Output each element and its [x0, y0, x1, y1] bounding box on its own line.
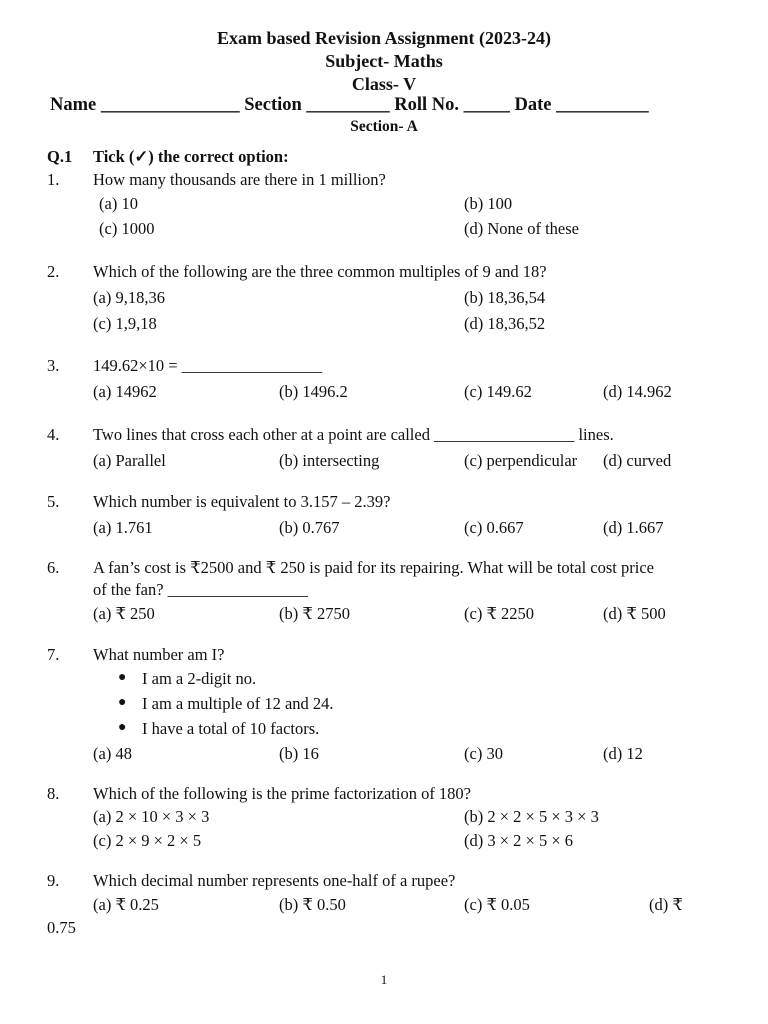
question-text: 149.62×10 = _________________ [93, 356, 322, 375]
option-d-overflow: 0.75 [47, 918, 76, 937]
question-text: What number am I? [93, 645, 225, 664]
student-info-line: Name _______________ Section _________ Roll No. _____ Date __________ [50, 95, 649, 115]
option-d[interactable]: (d) 18,36,52 [464, 314, 546, 333]
question-number: 1. [47, 170, 60, 189]
bullet-icon: ● [118, 720, 127, 735]
question-text: Which decimal number represents one-half of a rupee? [93, 871, 456, 890]
option-d[interactable]: (d) ₹ [649, 895, 683, 914]
option-d[interactable]: (d) 1.667 [603, 518, 664, 537]
question-text: A fan’s cost is ₹2500 and ₹ 250 is paid for its repairing. What will be total cost price [93, 558, 654, 577]
page-number: 1 [380, 972, 388, 987]
option-b[interactable]: (b) ₹ 0.50 [279, 895, 346, 914]
option-b[interactable]: (b) ₹ 2750 [279, 604, 350, 623]
question-number: 4. [47, 425, 60, 444]
section-heading: Section- A [350, 118, 418, 135]
option-b[interactable]: (b) 1496.2 [279, 382, 348, 401]
option-b[interactable]: (b) 2 × 2 × 5 × 3 × 3 [464, 807, 599, 826]
option-b[interactable]: (b) 100 [464, 194, 513, 213]
question-number: 6. [47, 558, 60, 577]
option-d[interactable]: (d) 12 [603, 744, 643, 763]
question-number: 7. [47, 645, 60, 664]
class-heading: Class- V [351, 74, 417, 94]
option-b[interactable]: (b) intersecting [279, 451, 380, 470]
question-text: How many thousands are there in 1 million? [93, 170, 386, 189]
option-c[interactable]: (c) ₹ 0.05 [464, 895, 530, 914]
question-text: Which of the following is the prime factorization of 180? [93, 784, 472, 803]
question-text: Which number is equivalent to 3.157 – 2.39? [93, 492, 391, 511]
question-number: 8. [47, 784, 60, 803]
option-a[interactable]: (a) 48 [93, 744, 132, 763]
question-number: 5. [47, 492, 60, 511]
option-a[interactable]: (a) 10 [99, 194, 138, 213]
question-text: Two lines that cross each other at a point are called _________________ lines. [93, 425, 614, 444]
question-number: 9. [47, 871, 60, 890]
option-a[interactable]: (a) 1.761 [93, 518, 153, 537]
option-c[interactable]: (c) 0.667 [464, 518, 524, 537]
bullet-icon: ● [118, 695, 127, 710]
option-d[interactable]: (d) 14.962 [603, 382, 672, 401]
option-b[interactable]: (b) 16 [279, 744, 319, 763]
question-number: 2. [47, 262, 60, 281]
question-text-continued: of the fan? _________________ [93, 580, 308, 599]
option-c[interactable]: (c) 1,9,18 [93, 314, 157, 333]
option-c[interactable]: (c) 30 [464, 744, 503, 763]
question-text: Which of the following are the three common multiples of 9 and 18? [93, 262, 547, 281]
question-number: 3. [47, 356, 60, 375]
clue-item: I am a multiple of 12 and 24. [142, 694, 334, 713]
option-a[interactable]: (a) 14962 [93, 382, 157, 401]
clue-item: I am a 2-digit no. [142, 669, 257, 688]
option-c[interactable]: (c) ₹ 2250 [464, 604, 535, 623]
clue-item: I have a total of 10 factors. [142, 719, 320, 738]
option-b[interactable]: (b) 0.767 [279, 518, 340, 537]
subject-heading: Subject- Maths [325, 51, 443, 71]
option-c[interactable]: (c) perpendicular [464, 451, 578, 470]
option-c[interactable]: (c) 2 × 9 × 2 × 5 [93, 831, 202, 850]
assignment-title: Exam based Revision Assignment (2023-24) [216, 28, 552, 48]
q1-number: Q.1 [47, 147, 73, 166]
option-c[interactable]: (c) 1000 [99, 219, 155, 238]
option-a[interactable]: (a) Parallel [93, 451, 166, 470]
q1-instruction: Tick (✓) the correct option: [93, 147, 289, 166]
option-d[interactable]: (d) 3 × 2 × 5 × 6 [464, 831, 574, 850]
option-d[interactable]: (d) None of these [464, 219, 580, 238]
option-a[interactable]: (a) 2 × 10 × 3 × 3 [93, 807, 210, 826]
option-c[interactable]: (c) 149.62 [464, 382, 532, 401]
option-d[interactable]: (d) curved [603, 451, 672, 470]
bullet-icon: ● [118, 670, 127, 685]
option-a[interactable]: (a) ₹ 250 [93, 604, 155, 623]
option-d[interactable]: (d) ₹ 500 [603, 604, 666, 623]
option-b[interactable]: (b) 18,36,54 [464, 288, 546, 307]
option-a[interactable]: (a) 9,18,36 [93, 288, 165, 307]
option-a[interactable]: (a) ₹ 0.25 [93, 895, 159, 914]
